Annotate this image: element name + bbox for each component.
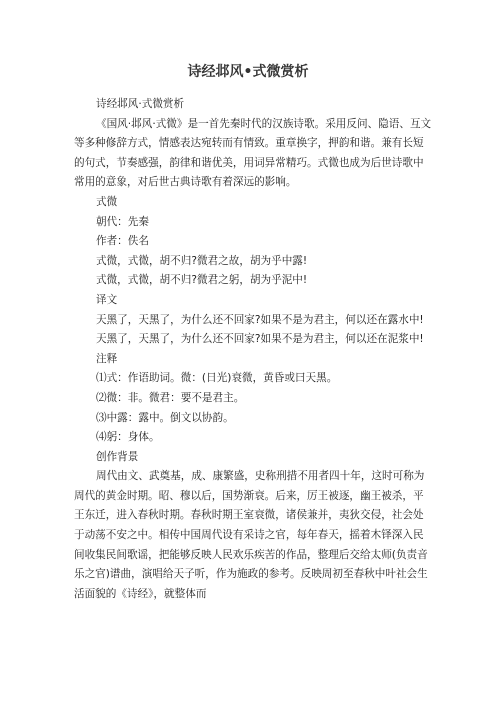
document-title: 诗经邶风•式微赏析 — [187, 64, 309, 80]
background-heading: 创作背景 — [96, 450, 139, 463]
poem-verse-1: 式微，式微，胡不归?微君之故，胡为乎中露! — [96, 254, 308, 267]
background-paragraph: 周代由文、武奠基，成、康繁盛，史称刑措不用者四十年，这时可称为周代的黄金时期。昭、穆以后，国势渐衰。后来，厉王被逐，幽王被杀，平王东迁，进入春秋时期。春秋时期王室衰微，诸侯兼并，夷狄交侵，社会处于动荡不安之中。相传中国周代设有采诗之官，每年春天，摇着木铎深入民间收集民间歌谣，把能够反映人民欢乐疾苦的作品，整理后交给太师(负责音乐之官)谱曲，演唱给天子听，作为施政的参考。反映周初至春秋中叶社会生活面貌的《诗经》，就整体而 — [74, 470, 428, 600]
poem-title: 式微 — [96, 195, 118, 208]
intro-paragraph: 《国风·邶风·式微》是一首先秦时代的汉族诗歌。采用反问、隐语、互文等多种修辞方式，情感表达宛转而有情致。重章换字，押韵和谐。兼有长短的句式，节奏感强，韵律和谐优美，用词异常精巧。式微也成为后世诗歌中常用的意象，对后世古典诗歌有着深远的影响。 — [74, 117, 432, 189]
dynasty-line: 朝代：先秦 — [96, 215, 149, 228]
author-line: 作者：佚名 — [96, 235, 149, 248]
note-4: ⑷躬：身体。 — [96, 431, 160, 444]
note-3: ⑶中露：露中。倒文以协韵。 — [96, 411, 234, 424]
translation-2: 天黑了，天黑了，为什么还不回家?如果不是为君主，何以还在泥浆中! — [96, 333, 424, 346]
note-2: ⑵微：非。微君：要不是君主。 — [96, 391, 245, 404]
subtitle-line: 诗经邶风·式微赏析 — [96, 98, 185, 110]
poem-verse-2: 式微，式微，胡不归?微君之躬，胡为乎泥中! — [96, 274, 308, 287]
note-1: ⑴式：作语助词。微：(日光)衰微，黄昏或曰天黑。 — [96, 372, 338, 385]
translation-heading: 译文 — [96, 293, 118, 306]
translation-1: 天黑了，天黑了，为什么还不回家?如果不是为君主，何以还在露水中! — [96, 313, 424, 326]
notes-heading: 注释 — [96, 352, 118, 365]
document-body — [74, 95, 432, 604]
